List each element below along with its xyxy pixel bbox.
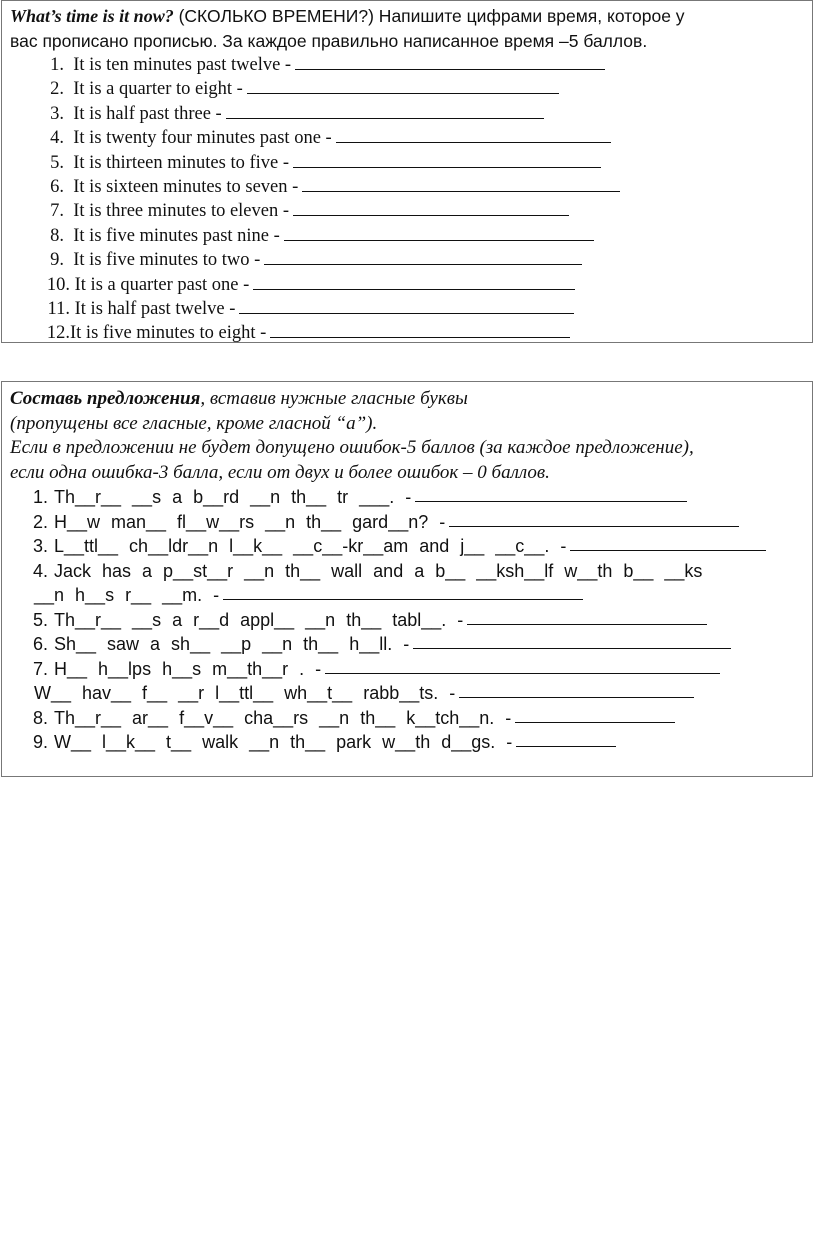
sentence-text: H__ h__lps h__s m__th__r . - <box>54 658 322 679</box>
time-item <box>2 77 812 101</box>
time-item <box>2 321 812 345</box>
sentence-text: L__ttl__ ch__ldr__n l__k__ __c__-kr__am and j__ __c__. - <box>54 536 567 556</box>
answer-blank[interactable] <box>223 583 583 600</box>
sentence-item <box>2 730 812 755</box>
time-exercise-box <box>1 0 813 343</box>
sentence-exercise-instructions <box>2 382 812 485</box>
time-item <box>2 224 812 248</box>
answer-blank[interactable] <box>264 248 582 265</box>
sentence-text: Sh__ saw a sh__ __p __n th__ h__ll. - <box>54 634 410 654</box>
item-number: 1. <box>32 487 48 507</box>
answer-blank[interactable] <box>459 681 694 698</box>
sentence-text: H__w man__ fl__w__rs __n th__ gard__n? - <box>54 511 446 532</box>
sentence-text: W__ hav__ f__ __r l__ttl__ wh__t__ rabb__ts. - <box>34 683 456 703</box>
answer-blank[interactable] <box>284 224 594 241</box>
sentence-exercise-box <box>1 381 813 777</box>
time-phrase: It is five minutes to two - <box>73 250 261 271</box>
sentence-text: Th__r__ ar__ f__v__ cha__rs __n th__ k__tch__n. - <box>54 707 512 728</box>
sentence-text: W__ l__k__ t__ walk __n th__ park w__th d__gs. - <box>54 732 513 752</box>
time-phrase: It is a quarter to eight - <box>73 79 243 100</box>
time-exercise-intro-line1: (СКОЛЬКО ВРЕМЕНИ?) Напишите цифрами время, которое у <box>178 6 685 26</box>
time-item <box>2 53 812 77</box>
time-item <box>2 126 812 150</box>
item-number: 2. <box>50 79 64 100</box>
answer-blank[interactable] <box>570 534 766 551</box>
answer-blank[interactable] <box>413 632 731 649</box>
item-number: 9. <box>50 250 64 271</box>
time-phrase: It is a quarter past one - <box>74 274 250 295</box>
item-number: 4. <box>50 128 64 149</box>
sentence-item <box>2 485 812 510</box>
answer-blank[interactable] <box>293 199 569 216</box>
item-number: 11. <box>47 298 70 319</box>
time-exercise-list <box>2 53 812 346</box>
time-item <box>2 248 812 272</box>
answer-blank[interactable] <box>325 657 720 674</box>
sentence-item <box>2 632 812 657</box>
time-phrase: It is twenty four minutes past one - <box>73 128 332 149</box>
item-number: 5. <box>32 609 48 630</box>
answer-blank[interactable] <box>270 321 570 338</box>
sentence-item <box>2 608 812 633</box>
time-item <box>2 175 812 199</box>
item-number: 6. <box>32 634 48 654</box>
time-exercise-intro <box>2 1 812 53</box>
sentence-item <box>2 657 812 682</box>
instruction-line2: (пропущены все гласные, кроме гласной “а”). <box>10 412 378 434</box>
item-number: 8. <box>50 225 64 246</box>
time-exercise-intro-line2: вас прописано прописью. За каждое правильно написанное время –5 баллов. <box>10 30 648 51</box>
item-number: 8. <box>32 707 48 728</box>
answer-blank[interactable] <box>253 273 575 290</box>
sentence-item <box>2 510 812 535</box>
sentence-exercise-title: Составь предложения <box>10 388 201 409</box>
item-number: 9. <box>32 732 48 752</box>
answer-blank[interactable] <box>293 151 601 168</box>
time-exercise-title: What’s time is it now? <box>10 6 174 26</box>
item-number: 3. <box>50 103 64 124</box>
item-number: 12. <box>46 323 70 344</box>
instruction-line4: если одна ошибка-3 балла, если от двух и более ошибок – 0 баллов. <box>10 461 550 483</box>
sentence-item <box>2 681 812 706</box>
item-number: 5. <box>50 152 64 173</box>
sentence-item <box>2 706 812 731</box>
time-phrase: It is thirteen minutes to five - <box>73 152 290 173</box>
item-number: 6. <box>50 176 64 197</box>
time-phrase: It is half past three - <box>73 103 222 124</box>
time-phrase: It is five minutes to eight - <box>70 323 267 344</box>
time-phrase: It is three minutes to eleven - <box>73 201 290 222</box>
sentence-item <box>2 534 812 559</box>
instruction-line1: , вставив нужные гласные буквы <box>200 388 468 409</box>
item-number: 7. <box>32 658 48 679</box>
sentence-text: Jack has a p__st__r __n th__ wall and a b__ __ksh__lf w__th b__ __ks <box>54 560 703 581</box>
answer-blank[interactable] <box>515 706 675 723</box>
answer-blank[interactable] <box>449 510 739 527</box>
answer-blank[interactable] <box>247 77 559 94</box>
time-item <box>2 273 812 297</box>
answer-blank[interactable] <box>467 608 707 625</box>
item-number: 10. <box>46 274 70 295</box>
answer-blank[interactable] <box>516 730 616 747</box>
answer-blank[interactable] <box>415 485 687 502</box>
sentence-item <box>2 583 812 608</box>
sentence-text: Th__r__ __s a r__d appl__ __n th__ tabl__. - <box>54 609 464 630</box>
time-item <box>2 151 812 175</box>
item-number: 3. <box>32 536 48 556</box>
item-number: 4. <box>32 560 48 581</box>
time-phrase: It is five minutes past nine - <box>73 225 280 246</box>
item-number: 1. <box>50 55 64 75</box>
sentence-exercise-list <box>2 485 812 755</box>
answer-blank[interactable] <box>239 297 574 314</box>
sentence-item <box>2 559 812 584</box>
time-item <box>2 297 812 321</box>
answer-blank[interactable] <box>226 102 544 119</box>
answer-blank[interactable] <box>302 175 620 192</box>
time-phrase: It is half past twelve - <box>74 298 236 319</box>
item-number: 2. <box>32 511 48 532</box>
time-phrase: It is ten minutes past twelve - <box>73 55 292 75</box>
time-item <box>2 199 812 223</box>
sentence-text: Th__r__ __s a b__rd __n th__ tr ___. - <box>54 487 412 507</box>
sentence-text: __n h__s r__ __m. - <box>34 585 220 605</box>
answer-blank[interactable] <box>336 126 611 143</box>
answer-blank[interactable] <box>295 53 605 70</box>
time-phrase: It is sixteen minutes to seven - <box>73 176 299 197</box>
instruction-line3: Если в предложении не будет допущено ошибок-5 баллов (за каждое предложение), <box>10 437 694 458</box>
item-number: 7. <box>50 201 64 222</box>
time-item <box>2 102 812 126</box>
